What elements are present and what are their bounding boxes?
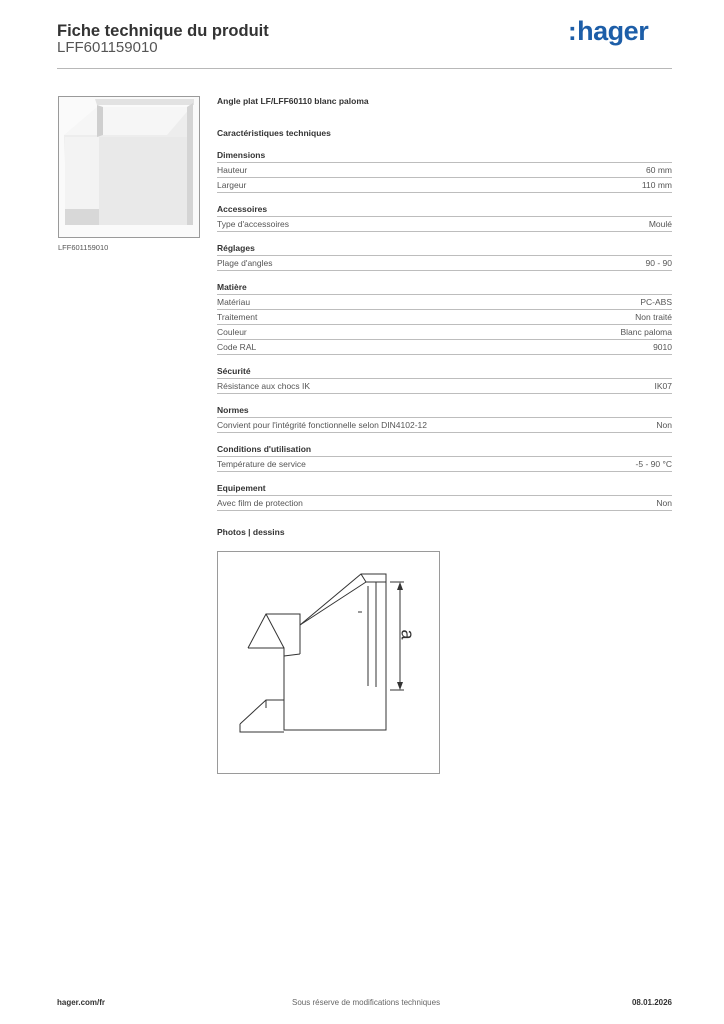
spec-label: Température de service xyxy=(217,459,306,469)
spec-label: Type d'accessoires xyxy=(217,219,290,229)
header-divider xyxy=(57,68,672,69)
spec-row xyxy=(217,163,672,178)
spec-value: Blanc paloma xyxy=(620,327,672,337)
spec-section-normes xyxy=(217,403,672,433)
spec-label: Matériau xyxy=(217,297,251,307)
spec-row xyxy=(217,310,672,325)
spec-value: 110 mm xyxy=(641,180,672,190)
spec-section-matiere xyxy=(217,280,672,355)
section-title: Dimensions xyxy=(217,148,672,163)
section-title: Sécurité xyxy=(217,364,672,379)
spec-row xyxy=(217,295,672,310)
footer-date: 08.01.2026 xyxy=(631,998,672,1007)
spec-row xyxy=(217,418,672,433)
spec-label: Plage d'angles xyxy=(217,258,273,268)
spec-row xyxy=(217,379,672,394)
hager-logo: :hager xyxy=(568,16,649,46)
product-reference: LFF601159010 xyxy=(57,39,158,56)
spec-value: Non traité xyxy=(635,312,672,322)
spec-label: Largeur xyxy=(217,180,247,190)
spec-value: Non xyxy=(656,498,672,508)
product-name: Angle plat LF/LFF60110 blanc paloma xyxy=(217,96,369,106)
section-title: Equipement xyxy=(217,481,672,496)
product-photo-caption: LFF601159010 xyxy=(58,243,109,252)
dimension-label: a xyxy=(397,629,418,640)
spec-section-conditions xyxy=(217,442,672,472)
spec-label: Hauteur xyxy=(217,165,248,175)
section-title: Réglages xyxy=(217,241,672,256)
spec-row xyxy=(217,178,672,193)
spec-row xyxy=(217,340,672,355)
spec-row xyxy=(217,217,672,232)
section-title: Conditions d'utilisation xyxy=(217,442,672,457)
spec-value: -5 - 90 °C xyxy=(635,459,672,469)
spec-value: 60 mm xyxy=(646,165,672,175)
spec-value: PC-ABS xyxy=(640,297,672,307)
footer-notice: Sous réserve de modifications techniques xyxy=(292,998,441,1007)
spec-value: Non xyxy=(656,420,672,430)
flat-angle-photo-icon xyxy=(59,97,199,237)
spec-section-equipement xyxy=(217,481,672,511)
spec-value: 90 - 90 xyxy=(645,258,672,268)
spec-row xyxy=(217,325,672,340)
spec-label: Convient pour l'intégrité fonctionnelle selon DIN4102-12 xyxy=(217,420,428,430)
technical-drawing xyxy=(217,551,440,774)
spec-value: Moulé xyxy=(648,219,672,229)
spec-row xyxy=(217,457,672,472)
spec-row xyxy=(217,496,672,511)
spec-section-accessoires xyxy=(217,202,672,232)
spec-section-reglages xyxy=(217,241,672,271)
footer-website-link[interactable]: hager.com/fr xyxy=(57,998,106,1007)
spec-label: Traitement xyxy=(217,312,258,322)
spec-value: 9010 xyxy=(653,342,672,352)
spec-row xyxy=(217,256,672,271)
spec-value: IK07 xyxy=(654,381,672,391)
photos-title: Photos | dessins xyxy=(217,527,285,537)
section-title: Matière xyxy=(217,280,672,295)
spec-label: Résistance aux chocs IK xyxy=(217,381,311,391)
flat-angle-drawing-icon xyxy=(218,552,439,773)
page-title: Fiche technique du produit xyxy=(57,22,269,40)
spec-label: Code RAL xyxy=(217,342,257,352)
product-photo xyxy=(58,96,200,238)
spec-label: Avec film de protection xyxy=(217,498,303,508)
section-title: Accessoires xyxy=(217,202,672,217)
spec-panel xyxy=(217,96,672,537)
spec-label: Couleur xyxy=(217,327,247,337)
spec-section-dimensions xyxy=(217,148,672,193)
logo-text: hager xyxy=(577,16,649,46)
characteristics-title: Caractéristiques techniques xyxy=(217,128,331,138)
spec-section-securite xyxy=(217,364,672,394)
section-title: Normes xyxy=(217,403,672,418)
